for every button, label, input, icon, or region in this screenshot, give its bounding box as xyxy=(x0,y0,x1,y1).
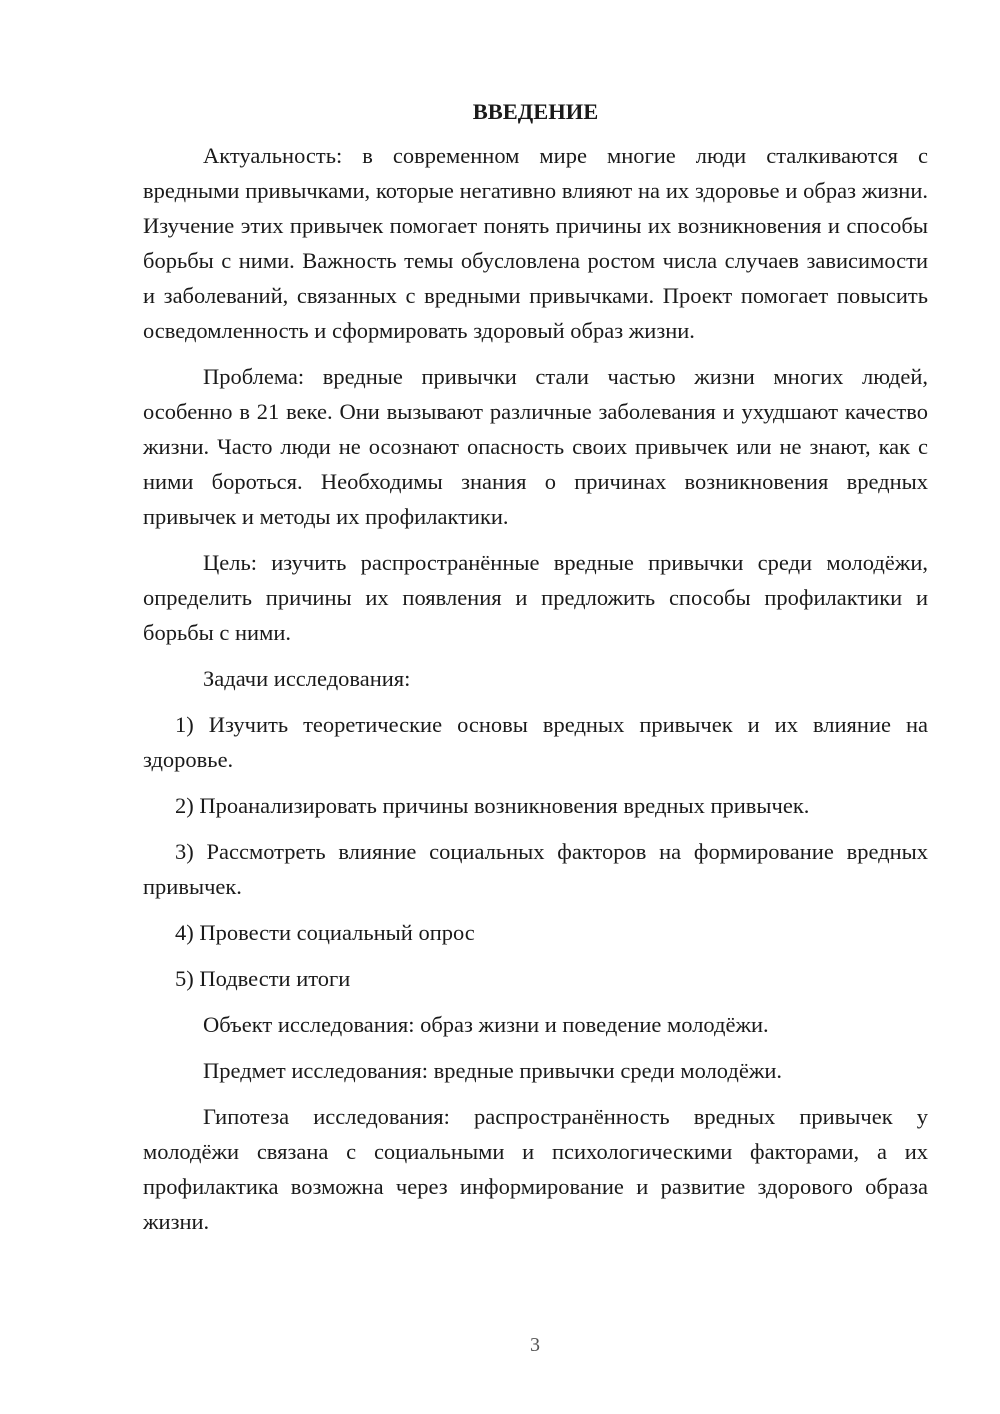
goal-paragraph: Цель: изучить распространённые вредные привычки среди молодёжи, определить причины их появления и предложить способы профилактики и борьбы с ними. xyxy=(143,550,928,645)
object-paragraph: Объект исследования: образ жизни и поведение молодёжи. xyxy=(203,1012,769,1037)
section-title: ВВЕДЕНИЕ xyxy=(472,99,599,124)
page-number: 3 xyxy=(530,1334,540,1356)
tasks-heading: Задачи исследования: xyxy=(203,666,411,691)
subject-paragraph: Предмет исследования: вредные привычки среди молодёжи. xyxy=(203,1058,783,1083)
task-item: 5) Подвести итоги xyxy=(175,966,351,991)
hypothesis-paragraph: Гипотеза исследования: распространённость вредных привычек у молодёжи связана с социальными и психологическими факторами, а их профилактика возможна через информирование и развитие здорового образа жизни. xyxy=(143,1104,928,1234)
task-item: 1) Изучить теоретические основы вредных привычек и их влияние на здоровье. xyxy=(143,712,928,772)
task-item: 2) Проанализировать причины возникновения вредных привычек. xyxy=(175,793,810,818)
task-item: 4) Провести социальный опрос xyxy=(175,920,475,945)
task-item: 3) Рассмотреть влияние социальных факторов на формирование вредных привычек. xyxy=(143,839,928,899)
document-page xyxy=(143,96,928,1250)
problem-paragraph: Проблема: вредные привычки стали частью жизни многих людей, особенно в 21 веке. Они вызывают различные заболевания и ухудшают качество жизни. Часто люди не осознают опасность своих привычек или не знают, как с ними бороться. Необходимы знания о причинах возникновения вредных привычек и методы их профилактики. xyxy=(143,364,928,529)
relevance-paragraph: Актуальность: в современном мире многие люди сталкиваются с вредными привычками, которые негативно влияют на их здоровье и образ жизни. Изучение этих привычек помогает понять причины их возникновения и способы борьбы с ними. Важность темы обусловлена ростом числа случаев зависимости и заболеваний, связанных с вредными привычками. Проект помогает повысить осведомленность и сформировать здоровый образ жизни. xyxy=(143,143,928,343)
